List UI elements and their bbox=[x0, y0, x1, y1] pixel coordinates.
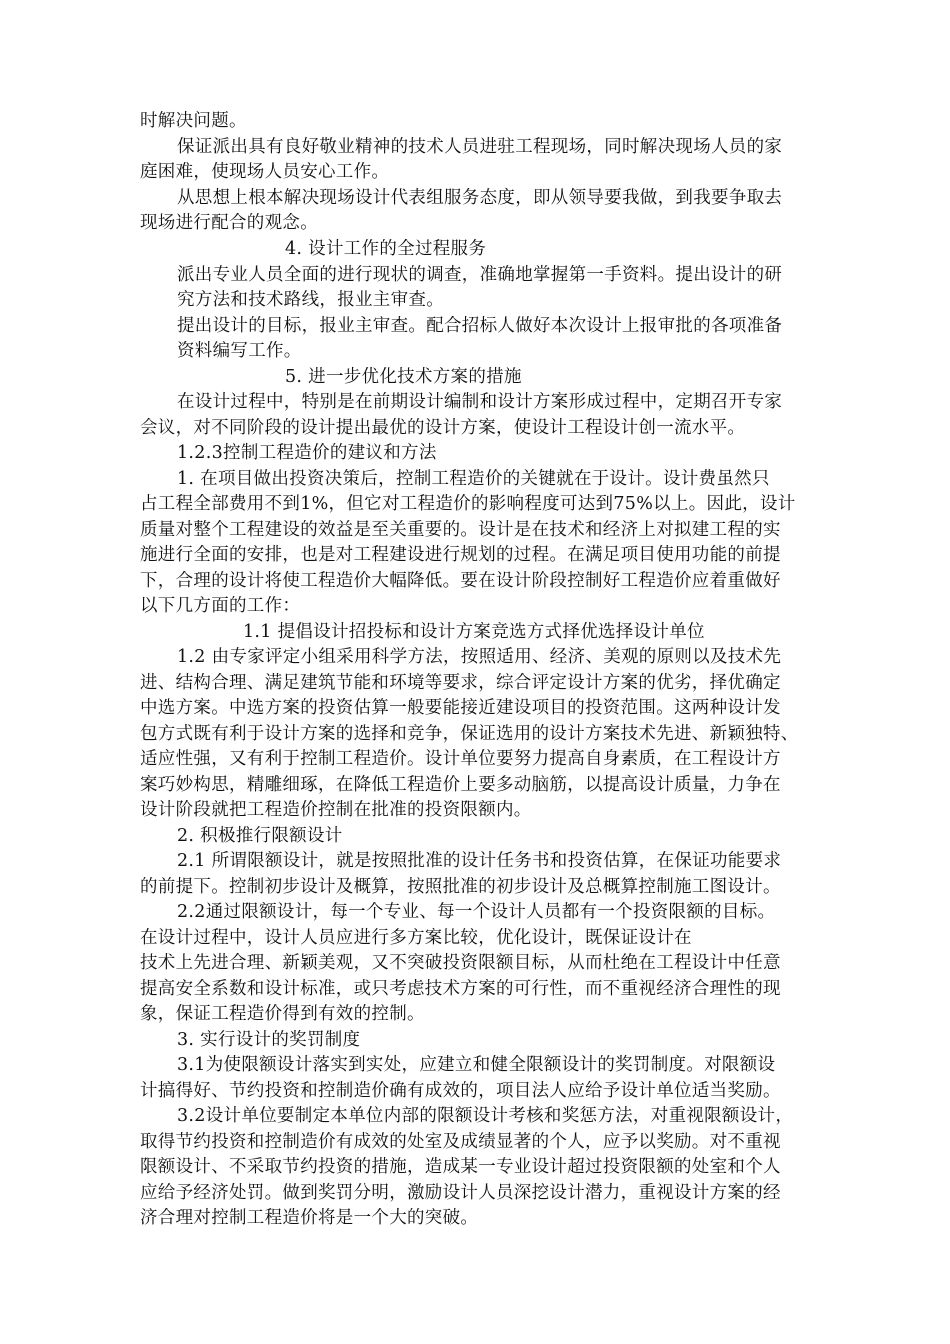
text-line: 施进行全面的安排，也是对工程建设进行规划的过程。在满足项目使用功能的前提 bbox=[140, 545, 781, 565]
text-line: 济合理对控制工程造价将是一个大的突破。 bbox=[140, 1208, 479, 1228]
text-line: 以下几方面的工作： bbox=[140, 596, 301, 616]
text-line: 进、结构合理、满足建筑节能和环境等要求，综合评定设计方案的优劣，择优确定 bbox=[140, 673, 781, 693]
section-heading: 3. 实行设计的奖罚制度 bbox=[177, 1030, 361, 1050]
text-line: 在设计过程中，设计人员应进行多方案比较，优化设计，既保证设计在 bbox=[140, 928, 692, 948]
text-line: 究方法和技术路线，报业主审查。 bbox=[177, 290, 444, 310]
text-line: 包方式既有利于设计方案的选择和竞争，保证选用的设计方案技术先进、新颖独特、 bbox=[140, 724, 799, 744]
text-line: 2.1 所谓限额设计，就是按照批准的设计任务书和投资估算，在保证功能要求 bbox=[177, 851, 782, 871]
text-line: 计搞得好、节约投资和控制造价确有成效的，项目法人应给予设计单位适当奖励。 bbox=[140, 1081, 781, 1101]
text-line: 派出专业人员全面的进行现状的调查，准确地掌握第一手资料。提出设计的研 bbox=[177, 265, 783, 285]
text-line: 象，保证工程造价得到有效的控制。 bbox=[140, 1004, 425, 1024]
text-line: 应给予经济处罚。做到奖罚分明，激励设计人员深挖设计潜力，重视设计方案的经 bbox=[140, 1183, 781, 1203]
text-line: 限额设计、不采取节约投资的措施，造成某一专业设计超过投资限额的处室和个人 bbox=[140, 1157, 781, 1177]
text-line: 1. 在项目做出投资决策后，控制工程造价的关键就在于设计。设计费虽然只 bbox=[177, 469, 770, 489]
section-heading: 1.2.3控制工程造价的建议和方法 bbox=[177, 443, 437, 463]
text-line: 案巧妙构思，精雕细琢，在降低工程造价上要多动脑筋，以提高设计质量，力争在 bbox=[140, 775, 781, 795]
text-line: 会议，对不同阶段的设计提出最优的设计方案，使设计工程设计创一流水平。 bbox=[140, 418, 746, 438]
section-heading: 4. 设计工作的全过程服务 bbox=[285, 239, 487, 259]
section-heading: 5. 进一步优化技术方案的措施 bbox=[285, 367, 522, 387]
section-heading: 1.1 提倡设计招投标和设计方案竞选方式择优选择设计单位 bbox=[243, 622, 705, 642]
text-line: 从思想上根本解决现场设计代表组服务态度，即从领导要我做，到我要争取去 bbox=[177, 188, 783, 208]
text-line: 2.2通过限额设计，每一个专业、每一个设计人员都有一个投资限额的目标。 bbox=[177, 902, 776, 922]
text-line: 下，合理的设计将使工程造价大幅降低。要在设计阶段控制好工程造价应着重做好 bbox=[140, 571, 781, 591]
text-line: 3.2设计单位要制定本单位内部的限额设计考核和奖惩方法，对重视限额设计， bbox=[177, 1106, 794, 1126]
text-line: 现场进行配合的观念。 bbox=[140, 213, 318, 233]
text-line: 3.1为使限额设计落实到实处，应建立和健全限额设计的奖罚制度。对限额设 bbox=[177, 1055, 776, 1075]
text-line: 中选方案。中选方案的投资估算一般要能接近建设项目的投资范围。这两种设计发 bbox=[140, 698, 781, 718]
text-line: 在设计过程中，特别是在前期设计编制和设计方案形成过程中，定期召开专家 bbox=[177, 392, 783, 412]
text-line: 提高安全系数和设计标准，或只考虑技术方案的可行性，而不重视经济合理性的现 bbox=[140, 979, 781, 999]
text-line: 的前提下。控制初步设计及概算，按照批准的初步设计及总概算控制施工图设计。 bbox=[140, 877, 781, 897]
text-line: 技术上先进合理、新颖美观，又不突破投资限额目标，从而杜绝在工程设计中任意 bbox=[140, 953, 781, 973]
section-heading: 2. 积极推行限额设计 bbox=[177, 826, 343, 846]
text-line: 占工程全部费用不到1%，但它对工程造价的影响程度可达到75%以上。因此，设计 bbox=[140, 494, 796, 514]
text-line: 保证派出具有良好敬业精神的技术人员进驻工程现场，同时解决现场人员的家 bbox=[177, 137, 783, 157]
text-line: 取得节约投资和控制造价有成效的处室及成绩显著的个人，应予以奖励。对不重视 bbox=[140, 1132, 781, 1152]
text-line: 1.2 由专家评定小组采用科学方法，按照适用、经济、美观的原则以及技术先 bbox=[177, 647, 782, 667]
text-line: 庭困难，使现场人员安心工作。 bbox=[140, 162, 390, 182]
text-line: 适应性强，又有利于控制工程造价。设计单位要努力提高自身素质，在工程设计方 bbox=[140, 749, 781, 769]
text-line: 提出设计的目标，报业主审查。配合招标人做好本次设计上报审批的各项准备 bbox=[177, 316, 783, 336]
text-line: 质量对整个工程建设的效益是至关重要的。设计是在技术和经济上对拟建工程的实 bbox=[140, 520, 781, 540]
text-line: 资料编写工作。 bbox=[177, 341, 302, 361]
text-line: 设计阶段就把工程造价控制在批准的投资限额内。 bbox=[140, 800, 532, 820]
text-line: 时解决问题。 bbox=[140, 111, 247, 131]
